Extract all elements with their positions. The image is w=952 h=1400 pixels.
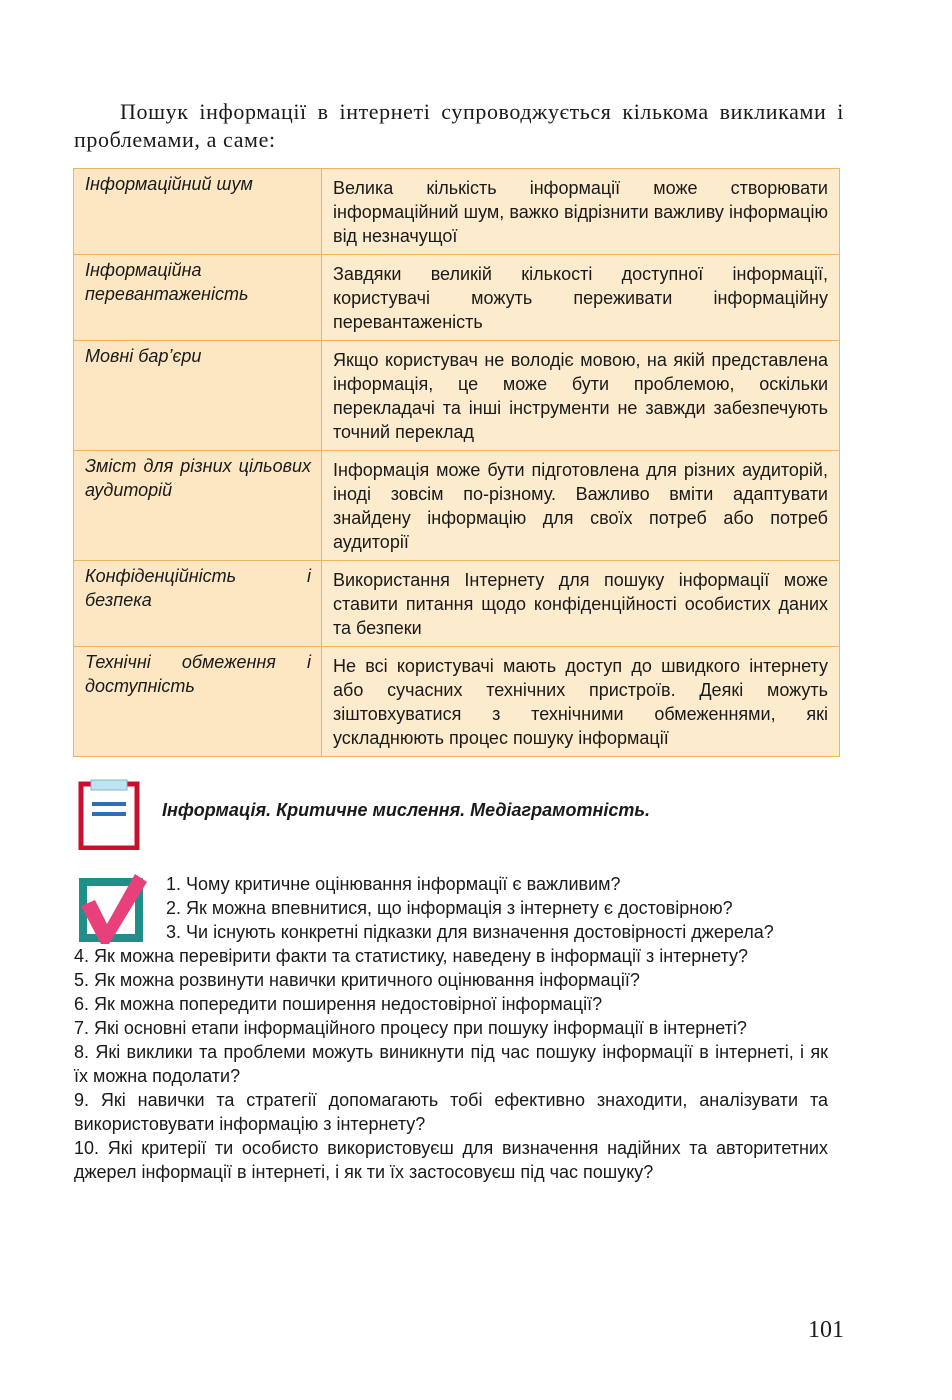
- topic-heading: Інформація. Критичне мислення. Медіаграмотність.: [162, 800, 651, 820]
- challenge-term: Інформаційна перевантаженість: [74, 255, 322, 341]
- challenge-description: Не всі користувачі мають доступ до швидкого інтернету або сучасних технічних пристроїв. Деякі можуть зіштовхуватися з технічними обмеженнями, які ускладнюють процес пошуку інформації: [322, 647, 840, 757]
- challenge-term: Мовні бар’єри: [74, 341, 322, 451]
- challenges-table: [73, 168, 840, 757]
- challenge-description: Інформація може бути підготовлена для різних аудиторій, іноді зовсім по-різному. Важливо вміти адаптувати знайдену інформацію для своїх потреб або потреб аудиторії: [322, 451, 840, 561]
- table-row: [74, 647, 840, 757]
- table-row: [74, 561, 840, 647]
- page-number: 101: [808, 1317, 844, 1343]
- challenge-term: Зміст для різних цільових аудиторій: [74, 451, 322, 561]
- question-item: 8. Які виклики та проблеми можуть виникнути під час пошуку інформації в інтернеті, і як їх можна подолати?: [74, 1042, 828, 1086]
- challenge-description: Якщо користувач не володіє мовою, на якій представлена інформація, це може бути проблемою, оскільки перекладачі та інші інструменти не завжди забезпечують точний переклад: [322, 341, 840, 451]
- intro-paragraph: Пошук інформації в інтернеті супроводжується кількома викликами і проблемами, а саме:: [74, 99, 844, 152]
- question-item: 2. Як можна впевнитися, що інформація з інтернету є достовірною?: [166, 898, 733, 918]
- clipboard-icon: [78, 778, 140, 850]
- table-row: [74, 451, 840, 561]
- question-list: [74, 872, 828, 1184]
- challenge-description: Використання Інтернету для пошуку інформації може ставити питання щодо конфіденційності особистих даних та безпеки: [322, 561, 840, 647]
- question-item: 10. Які критерії ти особисто використовуєш для визначення надійних та авторитетних джерел інформації в інтернеті, і як ти їх застосовуєш під час пошуку?: [74, 1138, 828, 1182]
- challenge-term: Конфіденційність і безпека: [74, 561, 322, 647]
- table-row: [74, 255, 840, 341]
- challenge-description: Завдяки великій кількості доступної інформації, користувачі можуть переживати інформаційну перевантаженість: [322, 255, 840, 341]
- question-item: 4. Як можна перевірити факти та статистику, наведену в інформації з інтернету?: [74, 946, 749, 966]
- challenge-term: Технічні обмеження і доступність: [74, 647, 322, 757]
- table-row: [74, 169, 840, 255]
- question-item: 9. Які навички та стратегії допомагають тобі ефективно знаходити, аналізувати та використовувати інформацію з інтернету?: [74, 1090, 828, 1134]
- question-item: 6. Як можна попередити поширення недостовірної інформації?: [74, 994, 603, 1014]
- question-item: 1. Чому критичне оцінювання інформації є важливим?: [166, 874, 621, 894]
- challenge-term: Інформаційний шум: [74, 169, 322, 255]
- challenge-description: Велика кількість інформації може створювати інформаційний шум, важко відрізнити важливу інформацію від незначущої: [322, 169, 840, 255]
- question-item: 5. Як можна розвинути навички критичного оцінювання інформації?: [74, 970, 640, 990]
- question-item: 3. Чи існують конкретні підказки для визначення достовірності джерела?: [166, 922, 774, 942]
- question-item: 7. Які основні етапи інформаційного процесу при пошуку інформації в інтернеті?: [74, 1018, 747, 1038]
- table-row: [74, 341, 840, 451]
